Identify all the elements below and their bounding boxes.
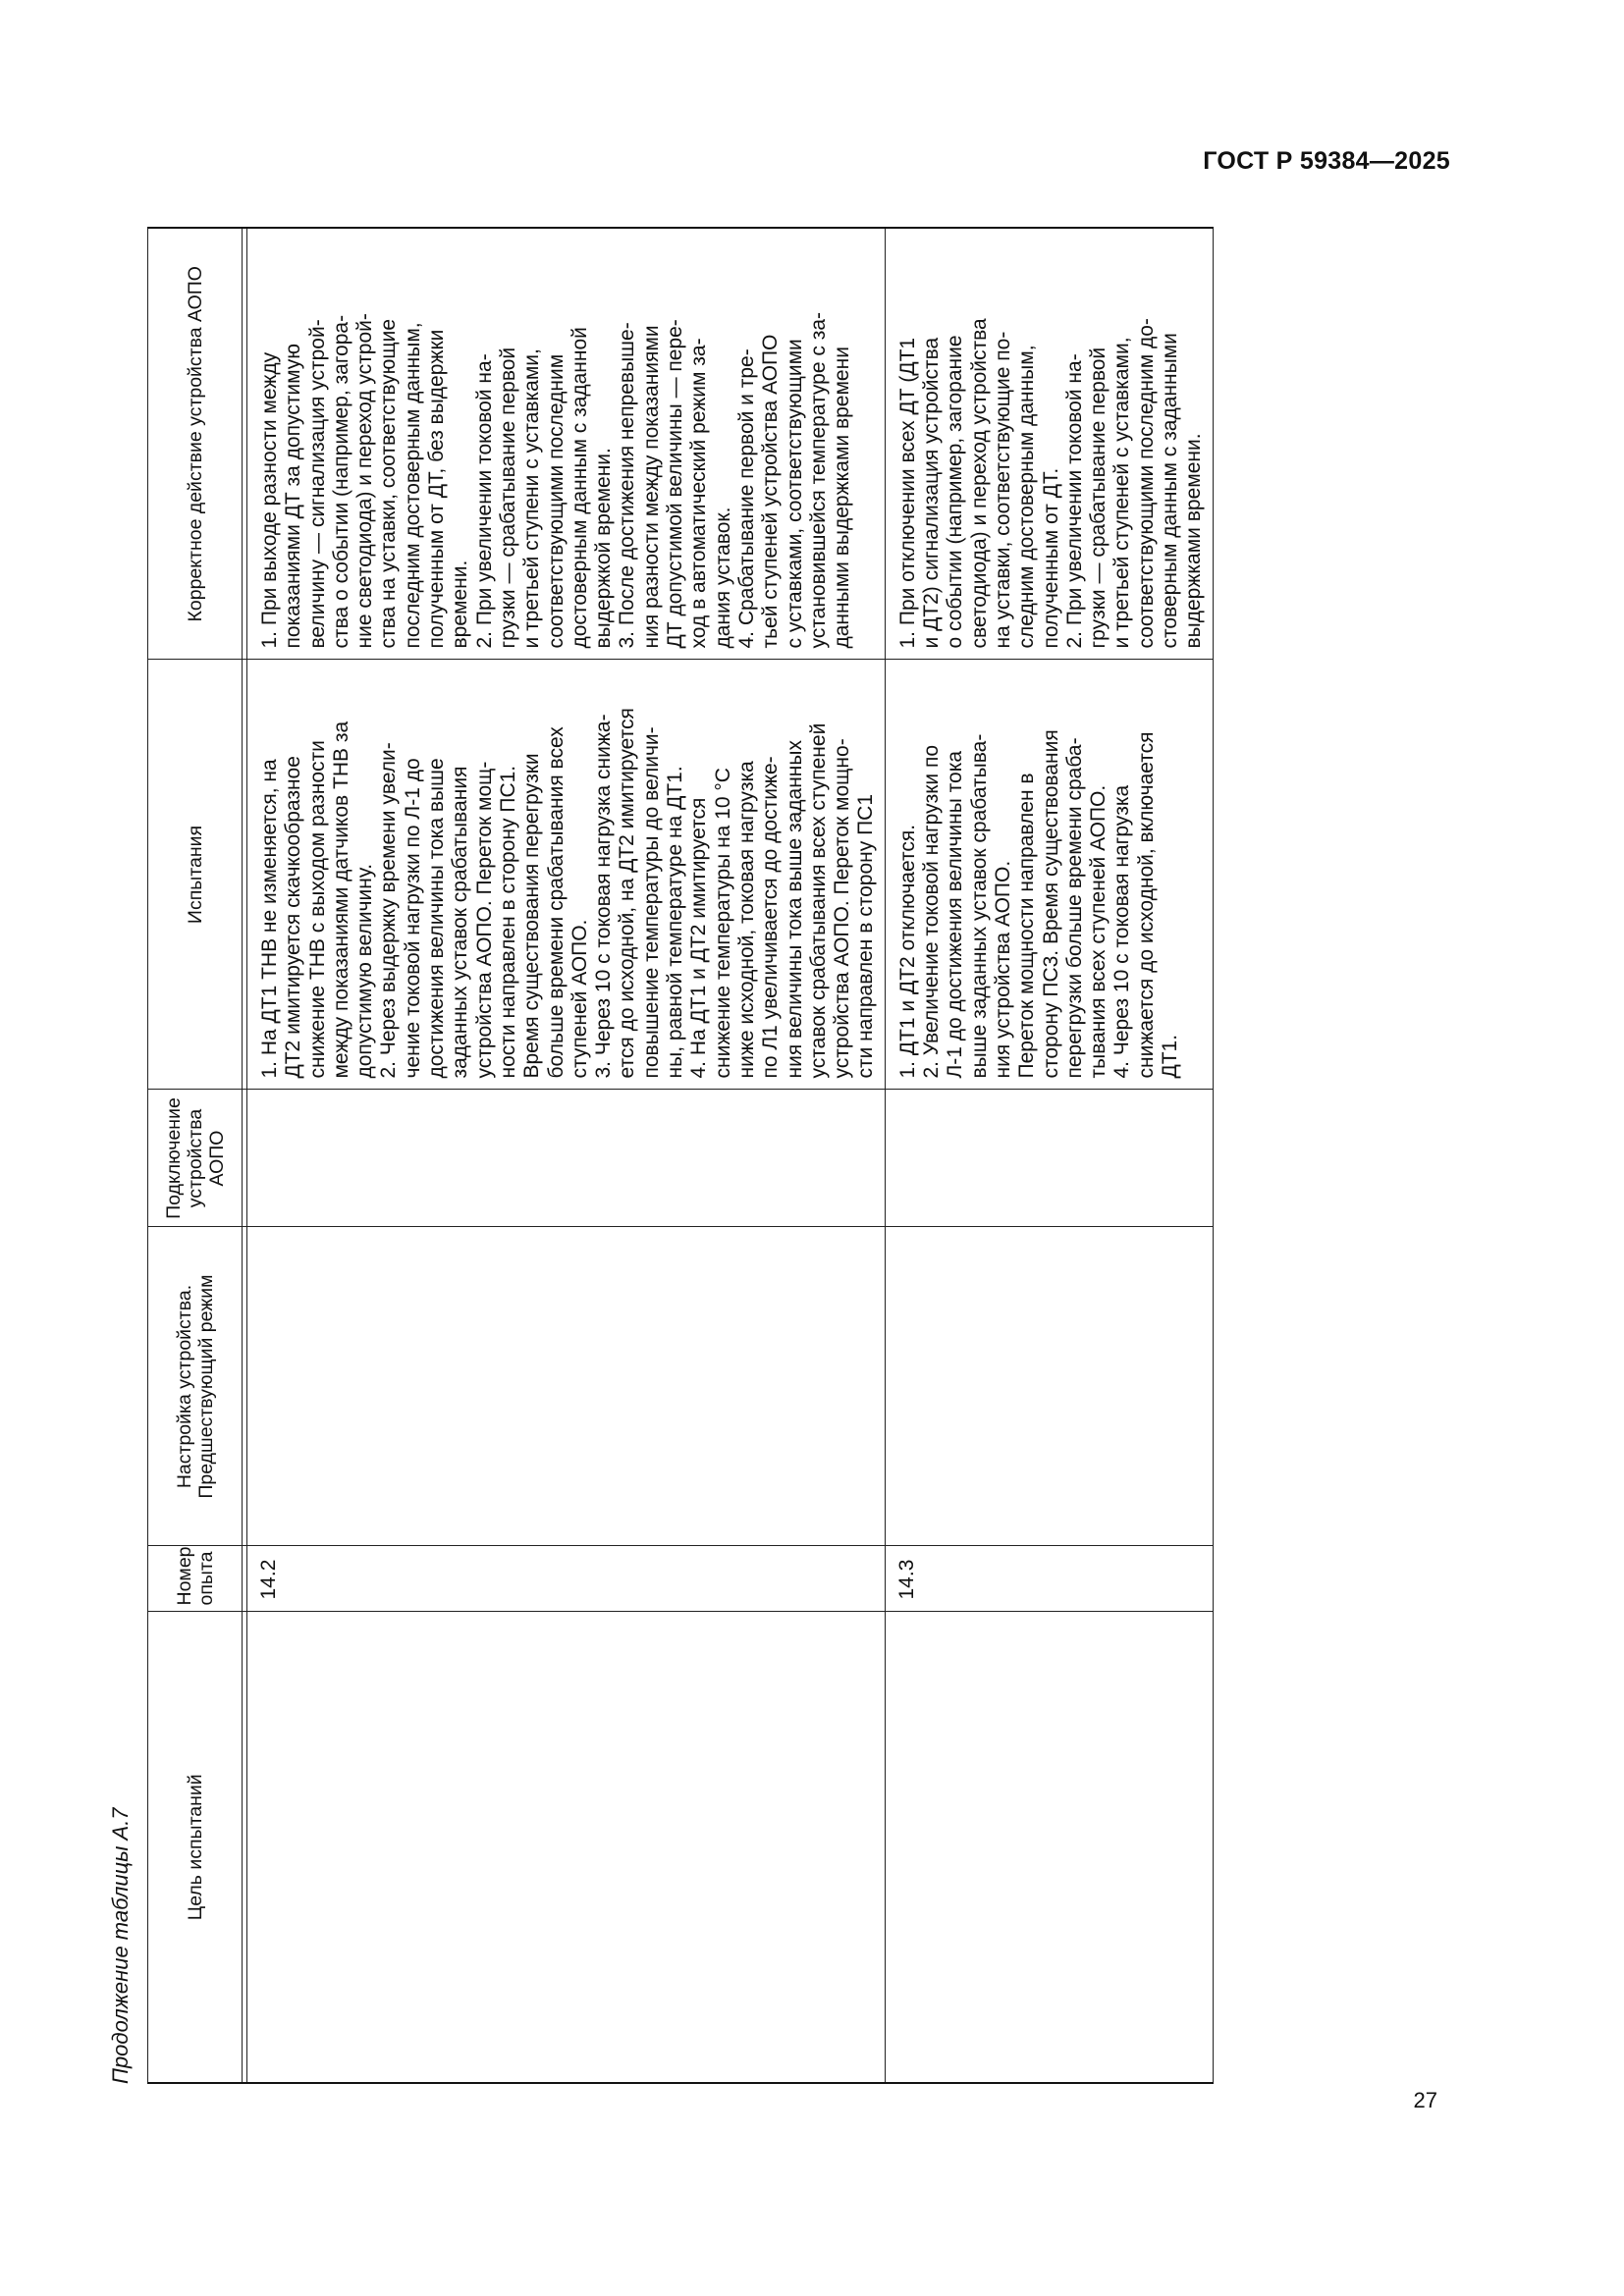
cell-line: ния величины тока выше заданных bbox=[783, 740, 806, 1079]
actions-cell bbox=[247, 228, 886, 660]
cell-line: Время существования перегрузки bbox=[520, 753, 544, 1079]
cell-line: по Л1 увеличивается до достиже- bbox=[759, 756, 783, 1079]
cell-line: данными выдержками времени bbox=[831, 347, 854, 649]
cell-line: ДТ1. bbox=[1158, 1034, 1181, 1079]
tests-cell bbox=[247, 660, 886, 1090]
cell-line: ния устройства АОПО. bbox=[991, 860, 1014, 1079]
cell-line: устройства АОПО. Переток мощ- bbox=[472, 761, 496, 1079]
document-code: ГОСТ Р 59384—2025 bbox=[1203, 147, 1450, 175]
cell-line: между показаниями датчиков ТНВ за bbox=[329, 721, 352, 1079]
cell-line: больше времени срабатывания всех bbox=[544, 726, 568, 1079]
cell-line: установившейся температуре с за- bbox=[806, 311, 830, 649]
cell-line: ние светодиода) и переход устрой- bbox=[353, 313, 377, 649]
goal-cell bbox=[885, 1612, 1213, 2083]
cell-line: ступеней АОПО. bbox=[568, 919, 591, 1079]
cell-line: 2. При увеличении токовой на- bbox=[1062, 353, 1086, 649]
cell-line: достижения величины тока выше bbox=[425, 758, 449, 1079]
cell-line: 2. При увеличении токовой на- bbox=[472, 353, 496, 649]
cell-line: 1. При выходе разности между bbox=[258, 351, 281, 649]
cell-line: дания уставок. bbox=[711, 507, 734, 649]
cell-line: с уставками, соответствующими bbox=[783, 339, 806, 649]
cell-line: 4. Срабатывание первой и тре- bbox=[734, 348, 758, 649]
cell-line: ется до исходной, на ДТ2 имитируется bbox=[616, 708, 639, 1079]
cell-line: о событии (например, загорание bbox=[944, 335, 967, 649]
cell-line: выдержками времени. bbox=[1182, 433, 1206, 649]
col-header-goal: Цель испытаний bbox=[148, 1612, 243, 2083]
col-header-number: Номер опыта bbox=[148, 1546, 243, 1612]
test-table bbox=[147, 227, 1214, 2084]
col-header-tests: Испытания bbox=[148, 660, 243, 1090]
cell-line: достоверным данным с заданной bbox=[568, 327, 591, 649]
cell-line: 3. После достижения непревыше- bbox=[616, 322, 639, 649]
table-header-row bbox=[148, 228, 243, 2083]
cell-line: повышение температуры до величи- bbox=[639, 726, 663, 1079]
experiment-number: 14.3 bbox=[885, 1546, 1213, 1612]
cell-line: 1. При отключении всех ДТ (ДТ1 bbox=[895, 337, 919, 649]
connection-cell bbox=[885, 1090, 1213, 1227]
cell-line: следним достоверным данным, bbox=[1015, 345, 1039, 649]
cell-line: чение токовой нагрузки по Л-1 до bbox=[401, 758, 424, 1079]
cell-line: ниже исходной, токовая нагрузка bbox=[734, 761, 758, 1079]
actions-cell bbox=[885, 228, 1213, 660]
cell-line: снижение температуры на 10 °С bbox=[711, 768, 734, 1079]
cell-line: показаниями ДТ за допустимую bbox=[282, 343, 305, 649]
cell-line: грузки — срабатывание первой bbox=[496, 347, 519, 649]
cell-line: Переток мощности направлен в bbox=[1015, 773, 1039, 1079]
table-caption: Продолжение таблицы А.7 bbox=[108, 1807, 133, 2084]
cell-line: 1. На ДТ1 ТНВ не изменяется, на bbox=[258, 759, 281, 1079]
cell-line: 4. Через 10 с токовая нагрузка bbox=[1110, 784, 1134, 1079]
cell-line: Л-1 до достижения величины тока bbox=[944, 750, 967, 1079]
tests-cell bbox=[885, 660, 1213, 1090]
cell-line: стоверным данным с заданными bbox=[1158, 333, 1181, 649]
cell-line: и третьей ступеней с уставками, bbox=[1110, 337, 1134, 649]
cell-line: грузки — срабатывание первой bbox=[1087, 347, 1110, 649]
connection-cell bbox=[247, 1090, 886, 1227]
col-header-actions: Корректное действие устройства АОПО bbox=[148, 228, 243, 660]
cell-line: перегрузки больше времени сраба- bbox=[1062, 737, 1086, 1079]
col-header-setup: Настройка устройства. Предшествующий режим bbox=[148, 1227, 243, 1546]
cell-line: ства на уставки, соответствующие bbox=[377, 318, 401, 649]
cell-line: 2. Через выдержку времени увели- bbox=[377, 742, 401, 1079]
cell-line: полученным от ДТ, без выдержки bbox=[425, 329, 449, 649]
cell-line: ДТ допустимой величины — пере- bbox=[664, 319, 687, 649]
cell-line: соответствующими последним bbox=[544, 353, 568, 649]
table-row bbox=[885, 228, 1213, 2083]
cell-line: полученным от ДТ. bbox=[1039, 467, 1062, 649]
setup-cell bbox=[247, 1227, 886, 1546]
cell-line: заданных уставок срабатывания bbox=[449, 766, 472, 1079]
cell-line: ности направлен в сторону ПС1. bbox=[496, 765, 519, 1079]
cell-line: соответствующими последним до- bbox=[1134, 318, 1158, 649]
cell-line: снижение ТНВ с выходом разности bbox=[305, 740, 329, 1079]
col-header-connection: Подключение устройства АОПО bbox=[148, 1090, 243, 1227]
goal-cell bbox=[247, 1612, 886, 2083]
cell-line: ства о событии (например, загора- bbox=[329, 314, 352, 649]
cell-line: тывания всех ступеней АОПО. bbox=[1087, 784, 1110, 1079]
cell-line: последним достоверным данным, bbox=[401, 322, 424, 649]
cell-line: времени. bbox=[449, 560, 472, 649]
cell-line: выше заданных уставок срабатыва- bbox=[967, 733, 991, 1079]
cell-line: ния разности между показаниями bbox=[639, 325, 663, 649]
cell-line: снижается до исходной, включается bbox=[1134, 731, 1158, 1079]
cell-line: 4. На ДТ1 и ДТ2 имитируется bbox=[687, 797, 711, 1079]
experiment-number: 14.2 bbox=[247, 1546, 886, 1612]
cell-line: 1. ДТ1 и ДТ2 отключается. bbox=[895, 824, 919, 1079]
rotated-table-block bbox=[108, 229, 1394, 2084]
cell-line: 3. Через 10 с токовая нагрузка снижа- bbox=[592, 714, 616, 1079]
cell-line: светодиода) и переход устройства bbox=[967, 318, 991, 649]
cell-line: и ДТ2) сигнализация устройства bbox=[920, 337, 944, 649]
cell-line: ны, равной температуре на ДТ1. bbox=[664, 766, 687, 1079]
page-number: 27 bbox=[1413, 2088, 1437, 2112]
cell-line: 2. Увеличение токовой нагрузки по bbox=[920, 745, 944, 1079]
cell-line: ход в автоматический режим за- bbox=[687, 338, 711, 649]
cell-line: выдержкой времени. bbox=[592, 448, 616, 649]
cell-line: и третьей ступени с уставками, bbox=[520, 348, 544, 649]
cell-line: уставок срабатывания всех ступеней bbox=[806, 722, 830, 1079]
cell-line: тьей ступеней устройства АОПО bbox=[759, 334, 783, 649]
table-row bbox=[247, 228, 886, 2083]
cell-line: на уставки, соответствующие по- bbox=[991, 331, 1014, 649]
cell-line: ДТ2 имитируется скачкообразное bbox=[282, 756, 305, 1079]
cell-line: допустимую величину. bbox=[353, 863, 377, 1079]
cell-line: величину — сигнализация устрой- bbox=[305, 319, 329, 649]
cell-line: устройства АОПО. Переток мощно- bbox=[831, 738, 854, 1079]
setup-cell bbox=[885, 1227, 1213, 1546]
cell-line: сти направлен в сторону ПС1 bbox=[854, 793, 878, 1079]
cell-line: сторону ПС3. Время существования bbox=[1039, 729, 1062, 1079]
